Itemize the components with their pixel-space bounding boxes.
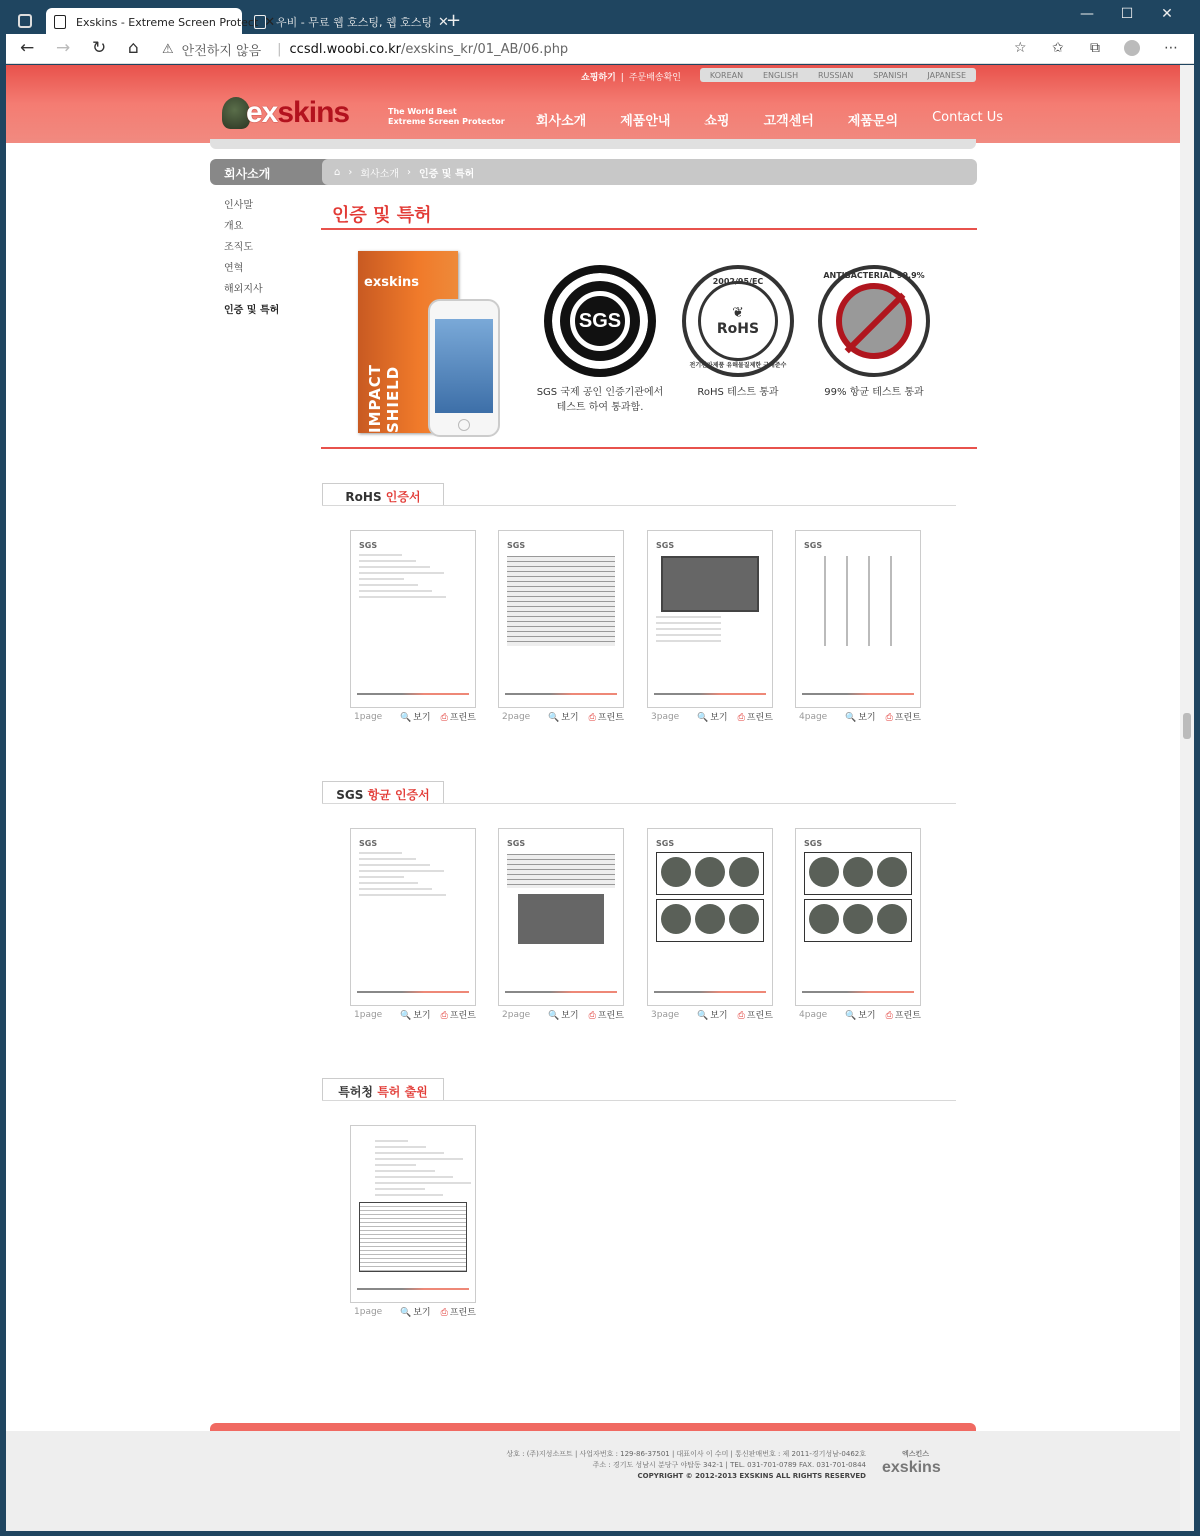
certificate-thumbnail[interactable]: SGS: [647, 530, 773, 708]
nav-products[interactable]: 제품안내: [620, 114, 671, 129]
phone-screen: [435, 319, 493, 413]
print-button[interactable]: ⎙ 프린트: [885, 1011, 921, 1021]
sidebar-item-history[interactable]: 연혁: [224, 263, 244, 274]
nav-contact[interactable]: Contact Us: [932, 110, 1004, 125]
document-actions: [502, 710, 624, 723]
util-links: 쇼핑하기 | 주문배송확인: [581, 73, 681, 83]
print-button[interactable]: ⎙ 프린트: [885, 713, 921, 723]
search-icon: 🔍: [548, 1011, 560, 1021]
url-path: /exskins_kr/01_AB/06.php: [401, 41, 569, 57]
lang-russian[interactable]: RUSSIAN: [817, 70, 854, 80]
nav-support[interactable]: 고객센터: [763, 114, 814, 129]
lang-english[interactable]: ENGLISH: [762, 70, 799, 80]
back-icon[interactable]: ←: [20, 38, 35, 58]
logo-text: exskins: [246, 96, 350, 129]
certificate-thumbnail[interactable]: SGS: [498, 530, 624, 708]
printer-icon: ⎙: [737, 1011, 745, 1021]
view-button[interactable]: 🔍 보기: [697, 713, 728, 723]
new-tab-icon[interactable]: +: [446, 10, 462, 31]
print-button[interactable]: ⎙ 프린트: [440, 713, 476, 723]
favorites-icon[interactable]: ✩: [1052, 40, 1064, 56]
view-button[interactable]: 🔍 보기: [548, 713, 579, 723]
search-icon: 🔍: [400, 1011, 412, 1021]
leaf-icon: ❦: [732, 305, 744, 321]
certificate-thumbnail[interactable]: SGS: [350, 828, 476, 1006]
phone-image: [428, 299, 500, 437]
sgs-caption: SGS 국제 공인 인증기관에서 테스트 하여 통과함.: [536, 387, 664, 413]
nav-shopping[interactable]: 쇼핑: [704, 114, 730, 129]
page-label: 4page: [799, 711, 828, 722]
certificate-thumbnail[interactable]: [350, 1125, 476, 1303]
printer-icon: ⎙: [588, 713, 596, 723]
rohs-top-text: 2002/95/EC: [712, 277, 764, 286]
breadcrumb-current: 인증 및 특허: [419, 168, 475, 180]
package-name: IMPACT SHIELD: [366, 364, 402, 433]
section-tab: SGS 항균 인증서: [322, 781, 444, 803]
view-button[interactable]: 🔍 보기: [845, 1011, 876, 1021]
antibacterial-caption: 99% 항균 테스트 통과: [824, 387, 924, 398]
sidebar-title: 회사소개: [210, 159, 330, 185]
lang-korean[interactable]: KOREAN: [709, 70, 744, 80]
page-label: 2page: [502, 711, 531, 722]
page-icon: [54, 15, 66, 29]
sidebar-item-greeting[interactable]: 인사말: [224, 200, 253, 211]
breadcrumb-parent[interactable]: 회사소개: [360, 168, 399, 180]
document-actions: [799, 710, 921, 723]
maximize-icon[interactable]: ☐: [1120, 6, 1134, 22]
print-button[interactable]: ⎙ 프린트: [737, 1011, 773, 1021]
home-icon[interactable]: ⌂: [334, 166, 341, 178]
profile-icon[interactable]: [1124, 40, 1140, 56]
nav-underbar: [210, 139, 976, 149]
search-icon: 🔍: [697, 713, 709, 723]
sgs-badge: [544, 265, 656, 377]
antibacterial-text: ANTIBACTERIAL 99.9%: [823, 271, 925, 280]
view-button[interactable]: 🔍 보기: [697, 1011, 728, 1021]
title-divider: [321, 228, 977, 230]
close-icon[interactable]: ✕: [437, 14, 449, 30]
search-icon: 🔍: [548, 713, 560, 723]
footer-info: 상호 : (주)지성소프트 | 사업자번호 : 129-86-37501 | 대표이사 이 수미 | 통신판매번호 : 제 2011-경기성남-0462호 주소 : 경기도 성남시 분당구 야탑동 342-1 | TEL. 031-701-0789 FAX. 031-701-0844 COPYRIGHT © 2012-2013 EXSKINS ALL RIGHTS RESERVED: [506, 1450, 866, 1480]
scrollbar-thumb[interactable]: [1183, 713, 1191, 739]
badges-divider: [321, 447, 977, 449]
document-actions: [354, 1008, 476, 1021]
certificate-thumbnail[interactable]: SGS: [498, 828, 624, 1006]
page-title: 인증 및 특허: [332, 205, 432, 226]
print-button[interactable]: ⎙ 프린트: [440, 1308, 476, 1318]
search-icon: 🔍: [400, 1308, 412, 1318]
page-label: 3page: [651, 711, 680, 722]
rohs-badge: [682, 265, 794, 377]
printer-icon: ⎙: [737, 713, 745, 723]
close-icon[interactable]: ✕: [264, 14, 276, 30]
view-button[interactable]: 🔍 보기: [845, 713, 876, 723]
sidebar-item-overseas[interactable]: 해외지사: [224, 284, 263, 295]
print-button[interactable]: ⎙ 프린트: [588, 1011, 624, 1021]
forward-icon[interactable]: →: [56, 38, 71, 58]
section-divider: [322, 803, 956, 804]
order-check-link[interactable]: 주문배송확인: [628, 73, 681, 83]
view-button[interactable]: 🔍 보기: [400, 1308, 431, 1318]
section-tab: RoHS 인증서: [322, 483, 444, 505]
sidebar-item-organization[interactable]: 조직도: [224, 242, 253, 253]
url-host: ccsdl.woobi.co.kr: [289, 41, 402, 57]
printer-icon: ⎙: [440, 1308, 448, 1318]
page-icon: [254, 15, 266, 29]
printer-icon: ⎙: [885, 1011, 893, 1021]
tab-title: Exskins - Extreme Screen Protect: [76, 15, 259, 29]
site-logo[interactable]: [222, 95, 349, 131]
search-icon: 🔍: [697, 1011, 709, 1021]
scrollbar[interactable]: [1180, 65, 1194, 1531]
package-brand: exskins: [364, 275, 420, 290]
printer-icon: ⎙: [440, 713, 448, 723]
tab-woobi[interactable]: [246, 8, 449, 36]
rohs-bottom-text: 전기전자제품 유해물질제한 규제준수: [689, 362, 787, 369]
section-divider: [322, 1100, 956, 1101]
language-bar: [700, 68, 976, 82]
certificate-thumbnail[interactable]: SGS: [795, 530, 921, 708]
certificate-thumbnail[interactable]: SGS: [647, 828, 773, 1006]
section-divider: [322, 505, 956, 506]
document-actions: [502, 1008, 624, 1021]
printer-icon: ⎙: [440, 1011, 448, 1021]
sidebar-menu: [224, 195, 279, 321]
phone-home-button: [458, 419, 470, 431]
document-actions: [799, 1008, 921, 1021]
rohs-label: ❦ RoHS: [698, 281, 778, 361]
security-label: 안전하지 않음: [181, 43, 262, 59]
tab-actions-icon[interactable]: [18, 14, 32, 28]
section-tab: 특허청 특허 출원: [322, 1078, 444, 1100]
add-favorite-icon[interactable]: ☆: [1014, 40, 1027, 56]
document-actions: [651, 1008, 773, 1021]
sidebar-item-certification[interactable]: 인증 및 특허: [224, 305, 280, 316]
sidebar-item-overview[interactable]: 개요: [224, 221, 244, 232]
document-actions: [354, 710, 476, 723]
minimize-icon[interactable]: —: [1080, 6, 1094, 22]
certificate-thumbnail[interactable]: SGS: [795, 828, 921, 1006]
divider: |: [277, 41, 282, 57]
nav-inquiry[interactable]: 제품문의: [847, 114, 899, 129]
rohs-caption: RoHS 테스트 통과: [697, 387, 779, 398]
warning-icon: ⚠: [162, 41, 174, 57]
page-viewport: [6, 65, 1194, 1531]
main-nav: [536, 110, 1003, 129]
lang-japanese[interactable]: JAPANESE: [927, 70, 967, 80]
search-icon: 🔍: [400, 713, 412, 723]
search-icon: 🔍: [845, 713, 857, 723]
document-actions: [354, 1305, 476, 1318]
more-icon[interactable]: ⋯: [1164, 40, 1178, 56]
document-actions: [651, 710, 773, 723]
print-button[interactable]: ⎙ 프린트: [737, 713, 773, 723]
page-label: 4page: [799, 1009, 828, 1020]
collections-icon[interactable]: ⧉: [1090, 40, 1100, 56]
printer-icon: ⎙: [885, 713, 893, 723]
tab-exskins[interactable]: [46, 8, 276, 36]
home-icon[interactable]: ⌂: [128, 38, 139, 58]
page-label: 2page: [502, 1009, 531, 1020]
tab-title: 우비 - 무료 웹 호스팅, 웹 호스팅: [276, 16, 432, 29]
page-label: 1page: [354, 1306, 383, 1317]
refresh-icon[interactable]: ↻: [92, 38, 107, 58]
view-button[interactable]: 🔍 보기: [548, 1011, 579, 1021]
print-button[interactable]: ⎙ 프린트: [440, 1011, 476, 1021]
view-button[interactable]: 🔍 보기: [400, 713, 431, 723]
tagline: The World Best Extreme Screen Protector: [388, 107, 505, 126]
shop-link[interactable]: 쇼핑하기: [581, 73, 616, 83]
lang-spanish[interactable]: SPANISH: [873, 70, 908, 80]
address-bar[interactable]: [162, 37, 1042, 61]
antibacterial-badge: [818, 265, 930, 377]
print-button[interactable]: ⎙ 프린트: [588, 713, 624, 723]
window-close-icon[interactable]: ✕: [1161, 6, 1173, 22]
printer-icon: ⎙: [588, 1011, 596, 1021]
footer-logo: 엑스킨스 exskins: [882, 1451, 941, 1476]
browser-tab-bar: [6, 4, 1194, 34]
page-label: 1page: [354, 1009, 383, 1020]
nav-company[interactable]: 회사소개: [536, 114, 587, 129]
sgs-label: SGS: [570, 291, 630, 351]
breadcrumb: ⌂ › 회사소개 › 인증 및 특허: [322, 159, 977, 185]
browser-toolbar: [6, 34, 1194, 64]
search-icon: 🔍: [845, 1011, 857, 1021]
certificate-thumbnail[interactable]: SGS: [350, 530, 476, 708]
page-label: 1page: [354, 711, 383, 722]
view-button[interactable]: 🔍 보기: [400, 1011, 431, 1021]
bacteria-icon: [836, 283, 912, 359]
page-label: 3page: [651, 1009, 680, 1020]
